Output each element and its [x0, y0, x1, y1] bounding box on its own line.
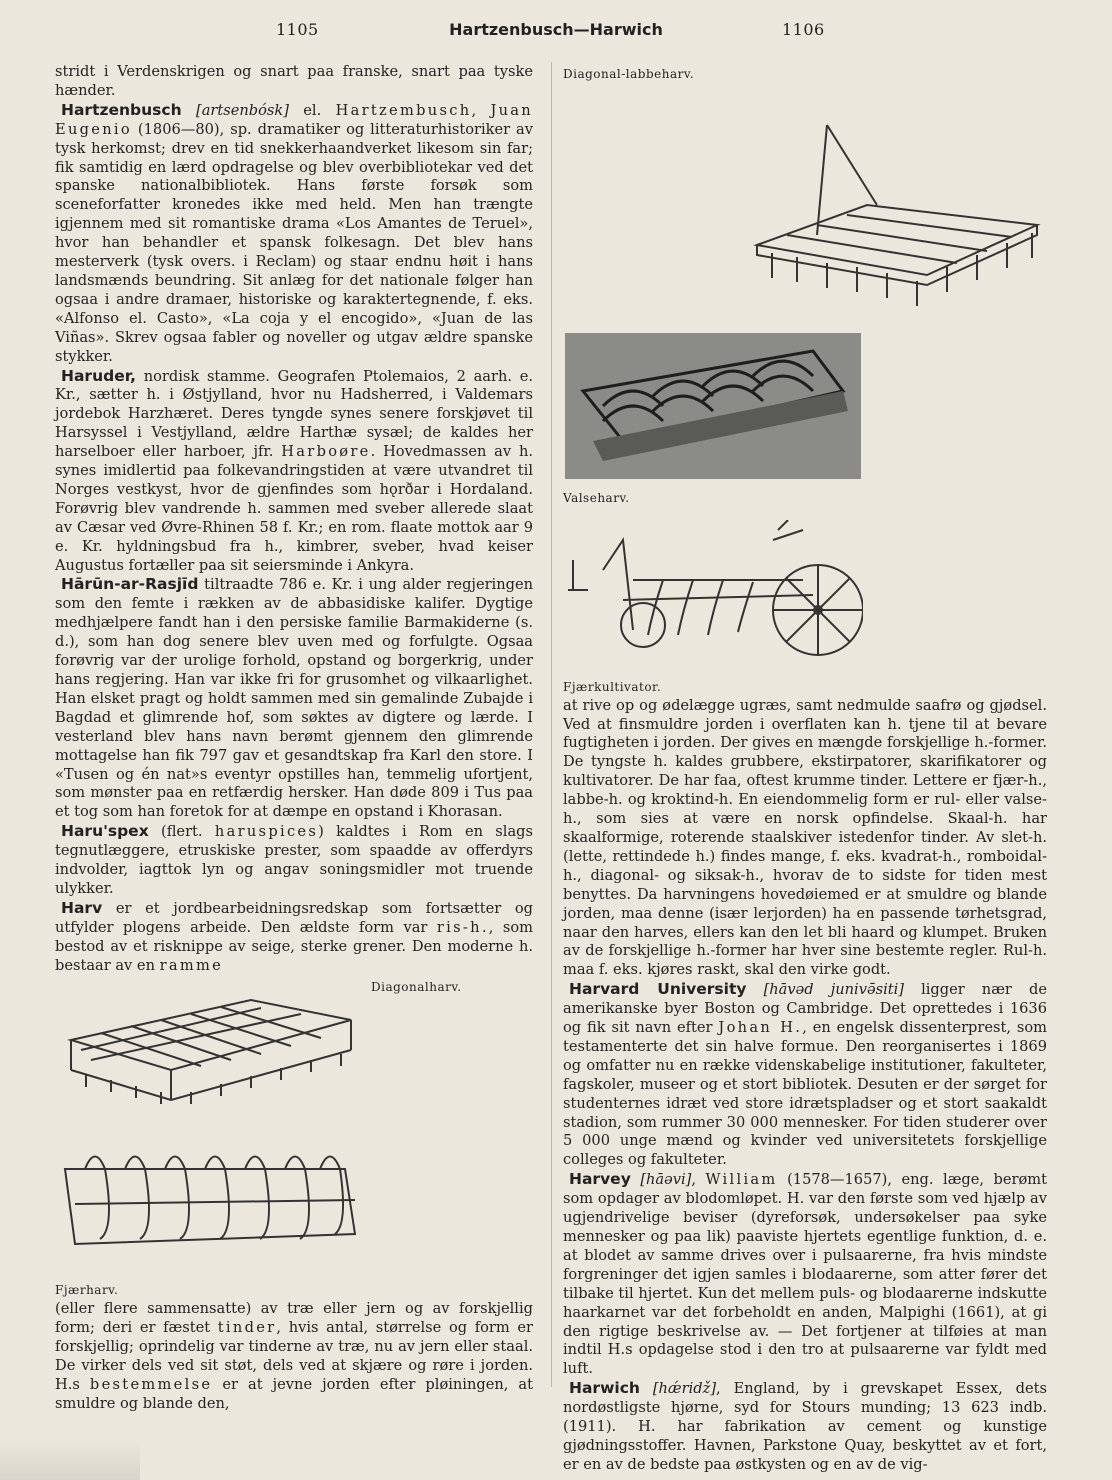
entry-harwich: Harwich [hǽridž], England, by i grevskapet Essex, dets nordøstligste hjørne, syd for Stours munding; 13 623 indb. (1911). H. har fabrikation av cement og kunstige gjødningsstoffer. Havnen, Parkstone Quay, beskyttet av et fort, er en av de bedste paa østkysten og en av de vig- — [563, 1379, 1047, 1473]
entry-haruspex: Haru'spex (flert. haruspices) kaldtes i Rom en slags tegnutlæggere, etruskiske prester, som spaadde av offerdyrs indvolder, iagttok lyn og angav soningsmidler mot truende ulykker. — [55, 822, 533, 897]
entry-hartzenbusch: Hartzenbusch [artsenbósk] el. Hartzembusch, Juan Eugenio (1806—80), sp. dramatiker og litteraturhistoriker av tysk herkomst; drev en tid snekkerhaandverket likesom sin far; fik samtidig en lærd opdragelse og blev overbibliotekar ved det spanske nationalbibliotek. Hans første forsøk som sceneforfatter kronedes ikke med held. Men han trængte igjennem med sit romantiske drama «Los Amantes de Teruel», hvor han behandler et spansk folkesagn. Det blev hans mesterverk (tysk overs. i Reclam) og staar endnu høit i hans landsmænds beundring. Sit anlæg for det nationale følger han ogsaa i andre dramaer, historiske og karaktertegnende, f. eks. «Alfonso el. Casto», «La coja y el encogido», «Juan de las Viñas». Skrev ogsaa fabler og noveller og utgav ældre spanske stykker. — [55, 100, 533, 365]
column-divider — [551, 62, 552, 1387]
headword: Harv — [61, 898, 103, 917]
spring-harrow-illustration — [55, 1134, 365, 1274]
pronunciation: [hǽridž] — [652, 1380, 717, 1398]
left-column: stridt i Verdenskrigen og snart paa franske, snart paa tyske hænder. Hartzenbusch [artsenbósk] el. Hartzembusch, Juan Eugenio (1806—80), sp. dramatiker og litteraturhistoriker av tysk herkomst; drev en tid snekkerhaandverket likesom sin far; fik samtidig en lærd opdragelse og blev overbibliotekar ved det spanske nationalbibliotek. Hans første forsøk som sceneforfatter kronedes ikke med held. Men han trængte igjennem med sit romantiske drama «Los Amantes de Teruel», hvor han behandler et spansk folkesagn. Det blev hans mesterverk (tysk overs. i Reclam) og staar endnu høit i hans landsmænds beundring. Sit anlæg for det nationale følger han ogsaa i andre dramaer, historiske og karaktertegnende, f. eks. «Alfonso el. Casto», «La coja y el encogido», «Juan de las Viñas». Skrev ogsaa fabler og noveller og utgav ældre spanske stykker. Haruder, nordisk stamme. Geografen Ptolemaios, 2 aarh. e. Kr., sætter h. i Østjylland, hvor nu Hadsherred, i Valdemars jordebok Harzhæret. Deres tyngde synes senere forskjøvet til Harsyssel i Vestjylland, ældre Harthæ sysæl; de kaldes her harselboer eller harboer, jfr. Harboøre. Hovedmassen av h. synes imidlertid paa folkevandringstiden at være utvandret til Norges vestkyst, hvor de gjenfindes som hǫrðar i Hordaland. Forøvrig blev vandrende h. sammen med sveber allerede slaat av Cæsar ved Øvre-Rhinen 58 f. Kr.; en rom. flaate mottok aar 9 e. Kr. hyldningsbud fra h., kimbrer, sveber, hvad keiser Augustus fortæller paa sit seiersminde i Ankyra. Hārūn-ar-Rasjīd tiltraadte 786 e. Kr. i ung alder regjeringen som den femte i rækken av de abbasidiske kalifer. Dygtige medhjælpere fandt han i den persiske familie Barmakiderne (s. d.), som han dog senere blev uven med og forfulgte. Ogsaa forøvrig var der urolige forhold, opstand og borgerkrig, under hans regjering. Han var ikke fri for grusomhet og vilkaarlighet. Han elsket pragt og holdt sammen med sin gemalinde Zubajde i Bagdad et glimrende hof, som søktes av digtere og lærde. I vesterland blev hans navn berømt gjennem den glimrende mottagelse han fik 797 gav et gesandtskap fra Karl den store. I «Tusen og én nat»s eventyr opstilles han, temmelig ufortjent, som mønster paa en retfærdig hersker. Han døde 809 i Tus paa et tog som han foretok for at dæmpe en opstand i Khorasan. Haru'spex (flert. haruspices) kaldtes i Rom en slags tegnutlæggere, etruskiske prester, som spaadde av offerdyrs indvolder, iagttok lyn og angav soningsmidler mot truende ulykker. Harv er et jordbearbeidningsredskap som fortsætter og utfylder plogens arbeide. Den ældste form var ris-h., som bestod av et risknippe av seige, sterke grener. Den moderne h. bestaar av en ramme Diagonalharv. Fjærharv. (eller flere sammensatte) av træ eller jern og av forskjellig form; deri er fæstet tinder, hvis antal, størrelse og form er forskjellig; oprindelig var tinderne av træ, nu av jern eller staal. De virker dels ved sit støt, dels ved at skjære og røre i jorden. H.s bestemmelse er at jevne jorden efter pløiningen, at smuldre og blande den, — [55, 63, 533, 1414]
pronunciation: [artsenbósk] — [196, 101, 289, 119]
figure-caption: Fjærkultivator. — [563, 679, 662, 694]
pronunciation: [hāvəd junivə̄siti] — [763, 981, 904, 999]
valseharv-illustration — [563, 331, 863, 481]
figure-caption: Valseharv. — [563, 490, 630, 505]
figure-caption: Diagonalharv. — [371, 979, 462, 994]
figure-illustrations — [747, 115, 1047, 315]
diagonal-harrow-illustration — [51, 980, 361, 1120]
headword: Haru'spex — [61, 822, 149, 841]
fjaerkultivator-illustration — [563, 520, 863, 670]
headword: Harvey — [569, 1170, 631, 1189]
headword: Hartzenbusch — [61, 100, 182, 119]
entry-continuation: stridt i Verdenskrigen og snart paa franske, snart paa tyske hænder. — [55, 63, 533, 99]
figure-caption: Diagonal-labbeharv. — [563, 67, 695, 81]
figure-caption: Fjærharv. — [55, 1283, 119, 1298]
entry-harv: Harv er et jordbearbeidningsredskap som fortsætter og utfylder plogens arbeide. Den ældste form var ris-h., som bestod av et risknippe av seige, sterke grener. Den moderne h. bestaar av en ramme — [55, 899, 533, 976]
right-column: Diagonal-labbeharv. Valseharv. Fjærkultivator. at rive op og ødelægge ugræs, samt nedmulde saafrø og gjødsel. Ved at finsmuldre jorden i overflaten kan h. tjene til at bevare fugtigheten i jorden. Der gives en mængde forskjellige h.-former. De tyngste h. kaldes grubbere, ekstirpatorer, skarifikatorer og kultivatorer. De har faa, oftest krumme tinder. Lettere er fjær-h., labbe-h. og kroktind-h. En eiendommelig form er rul- eller valse-h., som sies at være en norsk opfindelse. Skaal-h. har skaalformige, roterende staalskiver istedenfor tinder. Av slet-h. (lette, rettindede h.) findes mange, f. eks. kvadrat-h., romboidal-h., diagonal- og siksak-h., hvorav de to sidste for tiden mest benyttes. Da harvningens hovedøiemed er at smuldre og blande jorden, maa denne (især lerjorden) ha en passende tørhetsgrad, naar den harves, ellers kan den let bli haard og klumpet. Bruken av de forskjellige h.-former har hver sine bestemte regler. Rul-h. maa f. eks. kjøres raskt, skal den virke godt. Harvard University [hāvəd junivə̄siti] ligger nær de amerikanske byer Boston og Cambridge. Det oprettedes i 1636 og fik sit navn efter Johan H., en engelsk dissenterprest, som testamenterte det sin halve formue. Den reorganisertes i 1869 og omfatter nu en række videnskabelige institutioner, fakulteter, fagskoler, museer og et stort bibliotek. Desuten er der sørget for studenternes idræt ved store idrætspladser og et stort saakaldt stadion, som rummer 30 000 mennesker. For tiden studerer over 5 000 unge mænd og kvinder ved universitetets forskjellige colleges og fakulteter. Harvey [hāəvi], William (1578—1657), eng. læge, berømt som opdager av blodomløpet. H. var den første som ved hjælp av ugjendrivelige beviser (dyreforsøk, undersøkelser paa syke mennesker og paa lik) paaviste hjertets egentlige funktion, d. e. at blodet av samme drives over i pulsaarerne, fra hvis mindste forgreninger det igjen samles i blodaarerne, som atter fører det tilbake til hjertet. Kun det mellem puls- og blodaarerne indskutte haarkarnet var det forbeholdt en anden, Malpighi (1661), at gi den rigtige beskrivelse av. — Det fortjener at tilføies at man indtil H.s opdagelse stod i den tro at pulsaarerne var fyldt med luft. Harwich [hǽridž], England, by i grevskapet Essex, dets nordøstligste hjørne, syd for Stours munding; 13 623 indb. (1911). H. har fabrikation av cement og kunstige gjødningsstoffer. Havnen, Parkstone Quay, beskyttet av et fort, er en av de bedste paa østkysten og en av de vig- — [563, 67, 1048, 1473]
left-page-number: 1105 — [276, 20, 319, 39]
entry-haruder: Haruder, nordisk stamme. Geografen Ptolemaios, 2 aarh. e. Kr., sætter h. i Østjylland, hvor nu Hadsherred, i Valdemars jordebok Harzhæret. Deres tyngde synes senere forskjøvet til Harsyssel i Vestjylland, ældre Harthæ sysæl; de kaldes her harselboer eller harboer, jfr. Harboøre. Hovedmassen av h. synes imidlertid paa folkevandringstiden at være utvandret til Norges vestkyst, hvor de gjenfindes som hǫrðar i Hordaland. Forøvrig blev vandrende h. sammen med sveber allerede slaat av Cæsar ved Øvre-Rhinen 58 f. Kr.; en rom. flaate mottok aar 9 e. Kr. hyldningsbud fra h., kimbrer, sveber, hvad keiser Augustus fortæller paa sit seiersminde i Ankyra. — [55, 366, 533, 574]
scan-edge-shadow — [0, 1440, 140, 1480]
entry-harun-ar-rasjid: Hārūn-ar-Rasjīd tiltraadte 786 e. Kr. i ung alder regjeringen som den femte i rækken av de abbasidiske kalifer. Dygtige medhjælpere fandt han i den persiske familie Barmakiderne (s. d.), som han dog senere blev uven med og forfulgte. Ogsaa forøvrig var der urolige forhold, opstand og borgerkrig, under hans regjering. Han var ikke fri for grusomhet og vilkaarlighet. Han elsket pragt og holdt sammen med sin gemalinde Zubajde i Bagdad et glimrende hof, som søktes av digtere og lærde. I vesterland blev hans navn berømt gjennem den glimrende mottagelse han fik 797 gav et gesandtskap fra Karl den store. I «Tusen og én nat»s eventyr opstilles han, temmelig ufortjent, som mønster paa en retfærdig hersker. Han døde 809 i Tus paa et tog som han foretok for at dæmpe en opstand i Khorasan. — [55, 575, 533, 821]
running-title: Hartzenbusch—Harwich — [449, 20, 663, 39]
headword: Harwich — [569, 1379, 640, 1398]
figure-diagonalharv — [51, 980, 361, 1120]
entry-harvey: Harvey [hāəvi], William (1578—1657), eng. læge, berømt som opdager av blodomløpet. H. var den første som ved hjælp av ugjendrivelige beviser (dyreforsøk, undersøkelser paa syke mennesker og paa lik) paaviste hjertets egentlige funktion, d. e. at blodet av samme drives over i pulsaarerne, fra hvis mindste forgreninger det igjen samles i blodaarerne, som atter fører det tilbake til hjertet. Kun det mellem puls- og blodaarerne indskutte haarkarnet var det forbeholdt en anden, Malpighi (1661), at gi den rigtige beskrivelse av. — Det fortjener at tilføies at man indtil H.s opdagelse stod i den tro at pulsaarerne var fyldt med luft. — [563, 1170, 1047, 1378]
headword: Hārūn-ar-Rasjīd — [61, 575, 199, 594]
headword: Harvard University — [569, 980, 747, 999]
right-page-number: 1106 — [782, 20, 825, 39]
entry-harvard-university: Harvard University [hāvəd junivə̄siti] ligger nær de amerikanske byer Boston og Cambridge. Det oprettedes i 1636 og fik sit navn efter Johan H., en engelsk dissenterprest, som testamenterte det sin halve formue. Den reorganisertes i 1869 og omfatter nu en række videnskabelige institutioner, fakulteter, fagskoler, museer og et stort bibliotek. Desuten er der sørget for studenternes idræt ved store idrætspladser og et stort saakaldt stadion, som rummer 30 000 mennesker. For tiden studerer over 5 000 unge mænd og kvinder ved universitetets forskjellige colleges og fakulteter. — [563, 980, 1048, 1169]
headword: Haruder, — [61, 366, 136, 385]
page-header — [0, 20, 1112, 44]
pronunciation: [hāəvi] — [640, 1171, 692, 1189]
diagonal-labbeharv-illustration — [747, 115, 1047, 315]
